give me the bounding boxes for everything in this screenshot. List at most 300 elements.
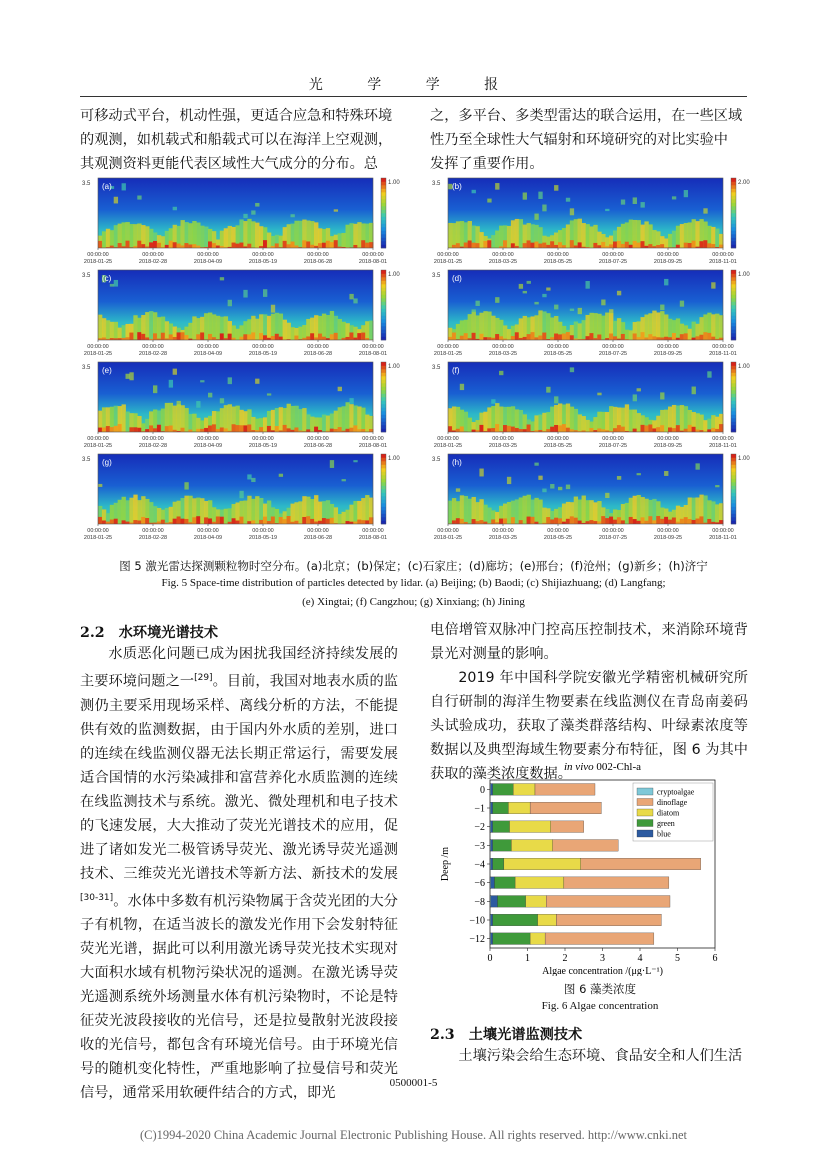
colorbar-max: 1.00 bbox=[738, 364, 750, 370]
colorbar-max: 1.00 bbox=[738, 272, 750, 278]
colorbar-max: 1.00 bbox=[388, 272, 400, 278]
surface-aerosol-column bbox=[707, 429, 711, 432]
date-tick-label: 2018-07-25 bbox=[598, 443, 628, 449]
surface-aerosol-column bbox=[361, 240, 365, 248]
surface-aerosol-column bbox=[479, 520, 483, 524]
colorbar-segment bbox=[381, 305, 386, 309]
boundary-layer-column bbox=[586, 224, 590, 248]
surface-aerosol-column bbox=[664, 517, 668, 524]
surface-aerosol-column bbox=[357, 520, 361, 524]
aerosol-layer-patch bbox=[243, 290, 247, 298]
aerosol-layer-patch bbox=[330, 460, 334, 468]
boundary-layer-column bbox=[287, 404, 291, 432]
surface-aerosol-column bbox=[589, 520, 593, 524]
aerosol-layer-patch bbox=[271, 305, 275, 313]
date-tick-label: 2018-01-25 bbox=[83, 535, 113, 541]
boundary-layer-column bbox=[365, 321, 369, 340]
surface-aerosol-column bbox=[200, 429, 204, 432]
surface-aerosol-column bbox=[550, 519, 554, 524]
colorbar-segment bbox=[381, 288, 386, 292]
surface-aerosol-column bbox=[668, 337, 672, 340]
y-tick-label: −8 bbox=[474, 896, 485, 908]
surface-aerosol-column bbox=[688, 425, 692, 432]
boundary-layer-column bbox=[625, 503, 629, 524]
surface-aerosol-column bbox=[586, 521, 590, 524]
panel-label: (d) bbox=[452, 274, 462, 283]
aerosol-layer-patch bbox=[122, 183, 126, 190]
aerosol-layer-patch bbox=[570, 309, 574, 311]
aerosol-layer-patch bbox=[707, 371, 711, 377]
boundary-layer-column bbox=[550, 317, 554, 340]
time-tick-label: 00:00:00 bbox=[602, 252, 624, 258]
colorbar-segment bbox=[731, 206, 736, 210]
colorbar-segment bbox=[731, 507, 736, 511]
boundary-layer-column bbox=[491, 235, 495, 248]
surface-aerosol-column bbox=[656, 516, 660, 524]
surface-aerosol-column bbox=[601, 516, 605, 524]
time-tick-label: 00:00:00 bbox=[547, 528, 569, 534]
date-tick-label: 2018-09-25 bbox=[653, 535, 683, 541]
surface-aerosol-column bbox=[479, 334, 483, 340]
boundary-layer-column bbox=[267, 233, 271, 248]
aerosol-layer-patch bbox=[110, 284, 114, 287]
surface-aerosol-column bbox=[452, 520, 456, 524]
aerosol-layer-patch bbox=[597, 393, 601, 396]
boundary-layer-column bbox=[593, 502, 597, 524]
surface-aerosol-column bbox=[633, 519, 637, 524]
lidar-panel-svg bbox=[430, 360, 760, 450]
surface-aerosol-column bbox=[534, 522, 538, 524]
aerosol-layer-patch bbox=[566, 485, 570, 490]
date-tick-label: 2018-08-01 bbox=[358, 443, 388, 449]
boundary-layer-column bbox=[519, 318, 523, 340]
date-tick-label: 2018-11-01 bbox=[709, 259, 737, 265]
bar-diatom bbox=[504, 858, 581, 870]
surface-aerosol-column bbox=[302, 240, 306, 248]
surface-aerosol-column bbox=[621, 334, 625, 340]
bar-blue bbox=[491, 877, 495, 889]
colorbar-segment bbox=[381, 189, 386, 193]
boundary-layer-column bbox=[644, 499, 648, 524]
colorbar-segment bbox=[731, 305, 736, 309]
surface-aerosol-column bbox=[707, 333, 711, 340]
surface-aerosol-column bbox=[692, 241, 696, 248]
date-tick-label: 2018-01-25 bbox=[83, 259, 113, 265]
time-tick-label: 00:00:00 bbox=[657, 252, 679, 258]
surface-aerosol-column bbox=[208, 426, 212, 432]
colorbar-segment bbox=[381, 196, 386, 200]
aerosol-layer-patch bbox=[220, 277, 224, 280]
lidar-panel-svg bbox=[80, 176, 410, 266]
surface-aerosol-column bbox=[216, 516, 220, 524]
surface-aerosol-column bbox=[310, 333, 314, 340]
surface-aerosol-column bbox=[452, 245, 456, 248]
surface-aerosol-column bbox=[346, 429, 350, 432]
boundary-layer-column bbox=[294, 502, 298, 524]
boundary-layer-column bbox=[177, 404, 181, 432]
colorbar-segment bbox=[731, 319, 736, 323]
boundary-layer-column bbox=[582, 416, 586, 432]
boundary-layer-column bbox=[287, 323, 291, 340]
time-tick-label: 00:00:00 bbox=[547, 252, 569, 258]
colorbar-segment bbox=[731, 493, 736, 497]
surface-aerosol-column bbox=[613, 336, 617, 340]
time-tick-label: 00:00:00 bbox=[657, 436, 679, 442]
boundary-layer-column bbox=[468, 418, 472, 432]
section-number: 2.2 bbox=[80, 625, 105, 641]
aerosol-layer-patch bbox=[527, 281, 531, 284]
boundary-layer-column bbox=[609, 406, 613, 432]
time-tick-label: 00:00:00 bbox=[712, 528, 734, 534]
colorbar-segment bbox=[381, 203, 386, 207]
surface-aerosol-column bbox=[283, 241, 287, 248]
aerosol-layer-patch bbox=[472, 309, 476, 312]
figure-6-algae-chart bbox=[430, 758, 748, 976]
panel-label: (g) bbox=[102, 458, 112, 467]
surface-aerosol-column bbox=[204, 428, 208, 432]
boundary-layer-column bbox=[122, 222, 126, 248]
aerosol-layer-patch bbox=[349, 294, 353, 299]
surface-aerosol-column bbox=[259, 427, 263, 432]
bar-green bbox=[493, 914, 538, 926]
surface-aerosol-column bbox=[542, 243, 546, 248]
boundary-layer-column bbox=[593, 313, 597, 340]
text-line: 性乃至全球性大气辐射和环境研究的对比实验中 bbox=[430, 132, 728, 148]
colorbar-segment bbox=[731, 298, 736, 302]
lidar-panel-c bbox=[80, 268, 435, 358]
aerosol-layer-patch bbox=[247, 474, 251, 479]
colorbar-segment bbox=[731, 475, 736, 479]
aerosol-layer-patch bbox=[479, 469, 483, 477]
date-tick-label: 2018-05-25 bbox=[543, 351, 573, 357]
surface-aerosol-column bbox=[534, 242, 538, 248]
surface-aerosol-column bbox=[291, 522, 295, 524]
surface-aerosol-column bbox=[216, 246, 220, 248]
boundary-layer-column bbox=[637, 413, 641, 432]
surface-aerosol-column bbox=[546, 429, 550, 432]
date-tick-label: 2018-11-01 bbox=[709, 535, 737, 541]
aerosol-layer-patch bbox=[200, 380, 204, 382]
date-tick-label: 2018-02-28 bbox=[138, 535, 168, 541]
boundary-layer-column bbox=[515, 219, 519, 248]
colorbar-segment bbox=[731, 376, 736, 380]
lidar-panel-svg bbox=[80, 452, 410, 542]
surface-aerosol-column bbox=[263, 240, 267, 248]
aerosol-layer-patch bbox=[546, 288, 550, 291]
boundary-layer-column bbox=[349, 505, 353, 524]
colorbar-segment bbox=[381, 394, 386, 398]
y-axis-max: 3.5 bbox=[432, 457, 441, 463]
surface-aerosol-column bbox=[562, 245, 566, 248]
boundary-layer-column bbox=[357, 222, 361, 248]
boundary-layer-column bbox=[507, 329, 511, 340]
surface-aerosol-column bbox=[652, 520, 656, 524]
surface-aerosol-column bbox=[330, 242, 334, 248]
colorbar-segment bbox=[381, 454, 386, 458]
aerosol-layer-patch bbox=[696, 463, 700, 469]
boundary-layer-column bbox=[314, 495, 318, 524]
colorbar-segment bbox=[381, 213, 386, 217]
aerosol-layer-patch bbox=[660, 392, 664, 399]
bar-dinoflage bbox=[530, 802, 601, 814]
boundary-layer-column bbox=[538, 500, 542, 524]
boundary-layer-column bbox=[629, 410, 633, 432]
aerosol-layer-patch bbox=[472, 190, 476, 193]
boundary-layer-column bbox=[353, 224, 357, 248]
boundary-layer-column bbox=[314, 315, 318, 340]
surface-aerosol-column bbox=[684, 517, 688, 524]
aerosol-layer-patch bbox=[334, 209, 338, 211]
colorbar-segment bbox=[381, 486, 386, 490]
surface-aerosol-column bbox=[499, 519, 503, 524]
boundary-layer-column bbox=[314, 222, 318, 248]
aerosol-layer-patch bbox=[208, 393, 212, 398]
surface-aerosol-column bbox=[550, 427, 554, 432]
bar-green bbox=[493, 802, 509, 814]
surface-aerosol-column bbox=[641, 241, 645, 248]
colorbar-segment bbox=[381, 390, 386, 394]
aerosol-layer-patch bbox=[460, 384, 464, 390]
boundary-layer-column bbox=[192, 414, 196, 432]
aerosol-layer-patch bbox=[169, 380, 173, 388]
time-tick-label: 00:00:00 bbox=[492, 436, 514, 442]
aerosol-layer-patch bbox=[660, 305, 664, 311]
surface-aerosol-column bbox=[633, 429, 637, 432]
boundary-layer-column bbox=[644, 221, 648, 248]
aerosol-layer-patch bbox=[715, 485, 719, 487]
surface-aerosol-column bbox=[672, 517, 676, 524]
bar-dinoflage bbox=[535, 784, 595, 796]
date-tick-label: 2018-03-25 bbox=[488, 535, 518, 541]
aerosol-layer-patch bbox=[523, 291, 527, 293]
surface-aerosol-column bbox=[157, 425, 161, 432]
legend-label: dinoflage bbox=[657, 798, 688, 807]
boundary-layer-column bbox=[129, 224, 133, 248]
aerosol-layer-patch bbox=[692, 387, 696, 395]
boundary-layer-column bbox=[711, 314, 715, 340]
boundary-layer-column bbox=[487, 407, 491, 432]
surface-aerosol-column bbox=[236, 521, 240, 524]
surface-aerosol-column bbox=[141, 517, 145, 524]
surface-aerosol-column bbox=[707, 243, 711, 248]
boundary-layer-column bbox=[342, 233, 346, 248]
colorbar-segment bbox=[381, 309, 386, 313]
colorbar-segment bbox=[381, 316, 386, 320]
bar-blue bbox=[491, 802, 493, 814]
boundary-layer-column bbox=[267, 501, 271, 524]
aerosol-layer-patch bbox=[495, 183, 499, 190]
surface-aerosol-column bbox=[157, 522, 161, 524]
surface-aerosol-column bbox=[605, 246, 609, 248]
citation-ref: [29] bbox=[194, 673, 213, 683]
surface-aerosol-column bbox=[711, 428, 715, 432]
boundary-layer-column bbox=[102, 318, 106, 340]
bar-green bbox=[493, 784, 514, 796]
boundary-layer-column bbox=[534, 498, 538, 524]
surface-aerosol-column bbox=[680, 334, 684, 340]
aerosol-layer-patch bbox=[664, 471, 668, 476]
surface-aerosol-column bbox=[157, 243, 161, 248]
surface-aerosol-column bbox=[137, 332, 141, 340]
boundary-layer-column bbox=[224, 228, 228, 248]
boundary-layer-column bbox=[507, 226, 511, 248]
y-axis-max: 3.5 bbox=[82, 181, 91, 187]
colorbar-max: 1.00 bbox=[738, 456, 750, 462]
colorbar-segment bbox=[731, 217, 736, 221]
surface-aerosol-column bbox=[98, 517, 102, 524]
date-tick-label: 2018-04-09 bbox=[193, 351, 223, 357]
aerosol-layer-patch bbox=[228, 300, 232, 306]
surface-aerosol-column bbox=[275, 243, 279, 248]
boundary-layer-column bbox=[519, 410, 523, 432]
surface-aerosol-column bbox=[173, 430, 177, 432]
bar-blue bbox=[491, 821, 493, 833]
boundary-layer-column bbox=[98, 315, 102, 340]
surface-aerosol-column bbox=[236, 244, 240, 248]
boundary-layer-column bbox=[318, 417, 322, 432]
boundary-layer-column bbox=[531, 421, 535, 432]
surface-aerosol-column bbox=[570, 429, 574, 432]
date-tick-label: 2018-11-01 bbox=[709, 443, 737, 449]
boundary-layer-column bbox=[279, 407, 283, 432]
date-tick-label: 2018-02-28 bbox=[138, 443, 168, 449]
surface-aerosol-column bbox=[177, 332, 181, 340]
surface-aerosol-column bbox=[468, 241, 472, 248]
aerosol-layer-patch bbox=[456, 488, 460, 491]
surface-aerosol-column bbox=[291, 430, 295, 432]
surface-aerosol-column bbox=[212, 243, 216, 248]
header-rule bbox=[80, 96, 747, 97]
text-line: 发挥了重要作用。 bbox=[430, 156, 544, 172]
bar-diatom bbox=[513, 784, 535, 796]
surface-aerosol-column bbox=[314, 246, 318, 248]
surface-aerosol-column bbox=[684, 429, 688, 432]
surface-aerosol-column bbox=[310, 245, 314, 248]
bar-blue bbox=[491, 840, 493, 852]
boundary-layer-column bbox=[188, 496, 192, 524]
boundary-layer-column bbox=[255, 319, 259, 340]
surface-aerosol-column bbox=[349, 332, 353, 340]
colorbar-segment bbox=[731, 309, 736, 313]
surface-aerosol-column bbox=[302, 338, 306, 340]
surface-aerosol-column bbox=[464, 333, 468, 340]
aerosol-layer-patch bbox=[534, 302, 538, 305]
x-tick-label: 1 bbox=[525, 953, 530, 964]
boundary-layer-column bbox=[334, 507, 338, 524]
section-title: 土壤光谱监测技术 bbox=[468, 1027, 583, 1043]
colorbar-segment bbox=[381, 295, 386, 299]
surface-aerosol-column bbox=[149, 242, 153, 248]
colorbar-segment bbox=[731, 429, 736, 433]
aerosol-layer-patch bbox=[251, 210, 255, 214]
text-line: 之，多平台、多类型雷达的联合运用，在一些区域 bbox=[430, 108, 743, 124]
time-tick-label: 00:00:00 bbox=[712, 344, 734, 350]
boundary-layer-column bbox=[582, 320, 586, 340]
surface-aerosol-column bbox=[660, 519, 664, 524]
aerosol-layer-patch bbox=[353, 298, 357, 303]
surface-aerosol-column bbox=[491, 338, 495, 340]
boundary-layer-column bbox=[692, 322, 696, 340]
aerosol-layer-patch bbox=[684, 190, 688, 197]
surface-aerosol-column bbox=[184, 243, 188, 248]
surface-aerosol-column bbox=[546, 245, 550, 248]
aerosol-layer-patch bbox=[353, 460, 357, 462]
surface-aerosol-column bbox=[314, 427, 318, 432]
surface-aerosol-column bbox=[306, 241, 310, 248]
surface-aerosol-column bbox=[228, 334, 232, 340]
boundary-layer-column bbox=[448, 223, 452, 248]
boundary-layer-column bbox=[578, 414, 582, 432]
surface-aerosol-column bbox=[349, 522, 353, 524]
time-tick-label: 00:00:00 bbox=[307, 252, 329, 258]
date-tick-label: 2018-03-25 bbox=[488, 259, 518, 265]
boundary-layer-column bbox=[660, 311, 664, 340]
colorbar-segment bbox=[381, 220, 386, 224]
aerosol-layer-patch bbox=[228, 377, 232, 384]
colorbar-segment bbox=[731, 210, 736, 214]
journal-title: 光 学 学 报 bbox=[308, 77, 519, 93]
boundary-layer-column bbox=[118, 328, 122, 340]
aerosol-layer-patch bbox=[621, 200, 625, 205]
boundary-layer-column bbox=[546, 412, 550, 432]
surface-aerosol-column bbox=[644, 521, 648, 524]
top-left-paragraph bbox=[80, 104, 398, 176]
colorbar-segment bbox=[731, 390, 736, 394]
surface-aerosol-column bbox=[318, 334, 322, 340]
colorbar-segment bbox=[381, 461, 386, 465]
chart-title bbox=[564, 761, 641, 773]
aerosol-layer-patch bbox=[566, 198, 570, 202]
surface-aerosol-column bbox=[177, 244, 181, 248]
y-tick-label: −12 bbox=[469, 934, 485, 946]
surface-aerosol-column bbox=[562, 334, 566, 340]
surface-aerosol-column bbox=[534, 337, 538, 340]
surface-aerosol-column bbox=[515, 246, 519, 248]
boundary-layer-column bbox=[476, 315, 480, 340]
boundary-layer-column bbox=[267, 316, 271, 340]
bar-green bbox=[493, 840, 512, 852]
copyright-line: (C)1994-2020 China Academic Journal Electronic Publishing House. All rights reserved. http://www.cnki.net bbox=[139, 1128, 687, 1142]
aerosol-layer-patch bbox=[605, 493, 609, 498]
panel-label: (f) bbox=[452, 366, 460, 375]
date-tick-label: 2018-08-01 bbox=[358, 351, 388, 357]
boundary-layer-column bbox=[452, 223, 456, 248]
colorbar-segment bbox=[731, 291, 736, 295]
y-axis-max: 3.5 bbox=[432, 273, 441, 279]
surface-aerosol-column bbox=[283, 519, 287, 524]
surface-aerosol-column bbox=[322, 518, 326, 524]
time-tick-label: 00:00:00 bbox=[712, 436, 734, 442]
date-tick-label: 2018-04-09 bbox=[193, 259, 223, 265]
surface-aerosol-column bbox=[511, 336, 515, 340]
panel-label: (c) bbox=[102, 274, 112, 283]
surface-aerosol-column bbox=[232, 518, 236, 524]
surface-aerosol-column bbox=[637, 243, 641, 248]
surface-aerosol-column bbox=[133, 427, 137, 432]
boundary-layer-column bbox=[118, 500, 122, 524]
section-heading-2-2 bbox=[80, 622, 218, 642]
boundary-layer-column bbox=[468, 499, 472, 524]
surface-aerosol-column bbox=[609, 244, 613, 248]
boundary-layer-column bbox=[574, 409, 578, 432]
y-tick-label: −4 bbox=[474, 859, 485, 871]
surface-aerosol-column bbox=[464, 243, 468, 248]
time-tick-label: 00:00:00 bbox=[307, 436, 329, 442]
date-tick-label: 2018-05-25 bbox=[543, 443, 573, 449]
panel-label: (b) bbox=[452, 182, 462, 191]
boundary-layer-column bbox=[586, 420, 590, 432]
surface-aerosol-column bbox=[165, 245, 169, 248]
